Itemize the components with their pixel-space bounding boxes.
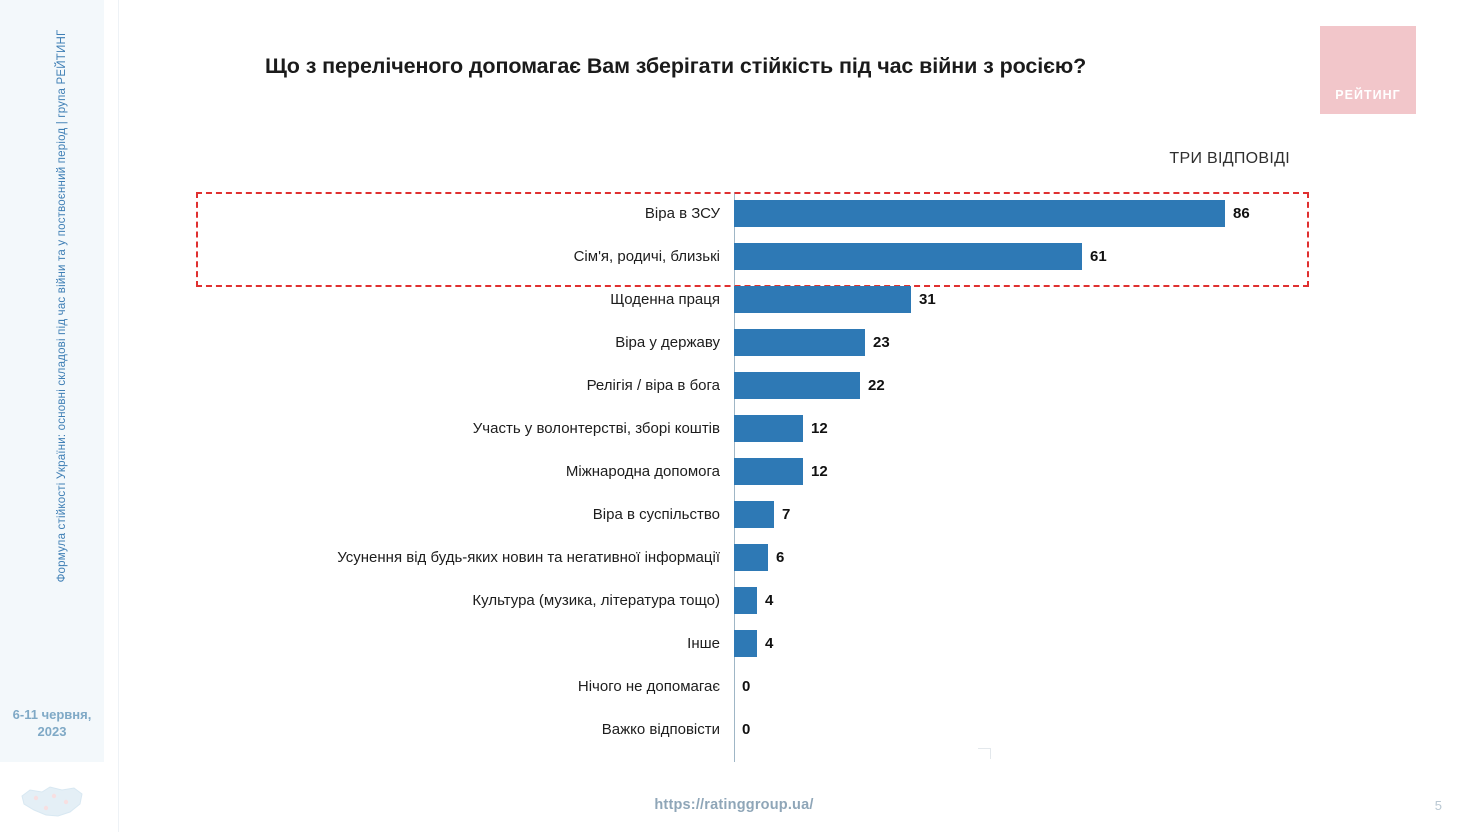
bar-value-label: 0 — [742, 678, 751, 695]
survey-date-line2: 2023 — [37, 724, 67, 739]
bar-value-label: 7 — [782, 506, 791, 523]
bar-value-label: 0 — [742, 721, 751, 738]
chart-row — [196, 450, 1316, 493]
bar — [734, 501, 774, 528]
bar — [734, 200, 1225, 227]
bar-category-label: Усунення від будь-яких новин та негативної інформації — [337, 549, 720, 566]
bar-value-label: 4 — [765, 635, 774, 652]
bar-value-label: 61 — [1090, 248, 1107, 265]
bar-category-label: Важко відповісти — [601, 721, 720, 738]
bar-track — [734, 364, 1316, 407]
chart-row — [196, 579, 1316, 622]
sidebar-vertical-caption: Формула стійкості України: основні складові під час війни та у поствоєнний період | група РЕЙТИНГ — [56, 29, 68, 583]
chart-row — [196, 192, 1316, 235]
bar-track — [734, 622, 1316, 665]
bar-category-label: Культура (музика, література тощо) — [472, 592, 720, 609]
bar — [734, 458, 803, 485]
bar — [734, 372, 860, 399]
bar-track — [734, 278, 1316, 321]
bar — [734, 630, 757, 657]
bar-track — [734, 321, 1316, 364]
bar-category-label: Інше — [687, 635, 720, 652]
bar — [734, 243, 1082, 270]
chart-row — [196, 622, 1316, 665]
page-number: 5 — [1434, 798, 1442, 813]
bar-track — [734, 407, 1316, 450]
chart-row — [196, 708, 1316, 751]
chart-title: Що з переліченого допомагає Вам зберігати стійкість під час війни з росією? — [265, 54, 1087, 78]
bar-category-label: Щоденна праця — [610, 291, 720, 308]
bar-value-label: 31 — [919, 291, 936, 308]
bar-category-label: Нічого не допомагає — [577, 678, 720, 695]
bar-category-label: Віра в ЗСУ — [644, 205, 720, 222]
bar-value-label: 12 — [811, 420, 828, 437]
bar — [734, 415, 803, 442]
logo-label: РЕЙТИНГ — [1335, 88, 1401, 102]
bar-category-label: Релігія / віра в бога — [586, 377, 720, 394]
chart-row — [196, 235, 1316, 278]
chart-row — [196, 364, 1316, 407]
bar-value-label: 86 — [1233, 205, 1250, 222]
bar-track — [734, 235, 1316, 278]
bar — [734, 286, 911, 313]
bar-value-label: 12 — [811, 463, 828, 480]
bar-track — [734, 192, 1316, 235]
bar-track — [734, 665, 1316, 708]
bar-chart — [196, 192, 1316, 762]
decorative-corner-mark — [978, 748, 991, 759]
chart-row — [196, 278, 1316, 321]
chart-row — [196, 407, 1316, 450]
bar-track — [734, 536, 1316, 579]
footer-url[interactable]: https://ratinggroup.ua/ — [654, 797, 814, 813]
bar — [734, 587, 757, 614]
bar-value-label: 4 — [765, 592, 774, 609]
left-sidebar — [0, 0, 119, 832]
bar-category-label: Віра в суспільство — [592, 506, 720, 523]
bar-category-label: Участь у волонтерстві, зборі коштів — [472, 420, 720, 437]
chart-row — [196, 493, 1316, 536]
bar-category-label: Віра у державу — [615, 334, 720, 351]
sidebar-panel — [0, 0, 104, 762]
bar-value-label: 23 — [873, 334, 890, 351]
bar-track — [734, 708, 1316, 751]
bar-category-label: Сім'я, родичі, близькі — [573, 248, 720, 265]
chart-row — [196, 536, 1316, 579]
chart-row — [196, 321, 1316, 364]
survey-date-line1: 6-11 червня, — [12, 707, 92, 722]
chart-row — [196, 665, 1316, 708]
chart-annotation: ТРИ ВІДПОВІДІ — [1169, 150, 1290, 167]
bar — [734, 544, 768, 571]
bar-value-label: 6 — [776, 549, 785, 566]
bar-track — [734, 493, 1316, 536]
bar-track — [734, 579, 1316, 622]
bar-value-label: 22 — [868, 377, 885, 394]
bar-track — [734, 450, 1316, 493]
survey-date — [0, 706, 104, 740]
bar-category-label: Міжнародна допомога — [565, 463, 720, 480]
bar — [734, 329, 865, 356]
